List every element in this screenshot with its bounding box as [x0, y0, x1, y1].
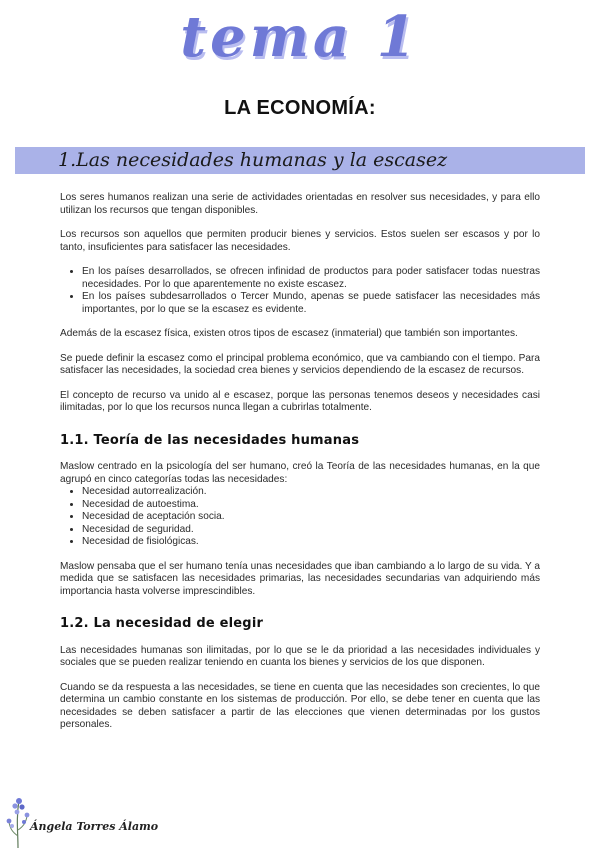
document-body — [60, 192, 540, 744]
list-item: • Necesidad de aceptación socia. — [82, 511, 540, 524]
list-item: • En los países subdesarrollados o Tercer Mundo, apenas se puede satisfacer las necesidades más importantes, por lo que se la escasez es evidente. — [82, 291, 540, 316]
list-item: • Necesidad de autoestima. — [82, 499, 540, 512]
paragraph: Cuando se da respuesta a las necesidades, se tiene en cuenta que las necesidades son crecientes, lo que determina un cambio constante en los sistemas de producción. Por ello, se debe tener en cuenta que las necesidades se deben satisfacer a partir de las elecciones que vienen determinadas por los gustos personales. — [60, 681, 540, 730]
bullet-list — [60, 266, 540, 316]
bullet-list — [60, 486, 540, 549]
page-title: LA ECONOMÍA: — [224, 97, 376, 119]
paragraph: Se puede definir la escasez como el principal problema económico, que va cambiando con el tiempo. Para satisfacer las necesidades, la sociedad crea bienes y servicios dependiendo de la escasez de recursos. — [60, 352, 540, 376]
paragraph: Maslow pensaba que el ser humano tenía unas necesidades que iban cambiando a lo largo de su vida. Y a medida que se satisfacen las necesidades primarias, las necesidades secundarias van adquiriendo más importancia hasta volverse imprescindibles. — [60, 560, 540, 597]
list-item: • Necesidad de seguridad. — [82, 524, 540, 537]
paragraph: El concepto de recurso va unido al e escasez, porque las personas tenemos deseos y necesidades casi ilimitadas, por lo que los recursos nunca llegan a cubrirlas totalmente. — [60, 389, 540, 413]
subsection-title: 1.2. La necesidad de elegir — [60, 616, 264, 631]
paragraph: Los seres humanos realizan una serie de actividades orientadas en resolver sus necesidades, y para ello utilizan los recursos que tengan disponibles. — [60, 192, 540, 216]
author-name: Ángela Torres Álamo — [30, 820, 159, 833]
list-item: • Necesidad autorrealización. — [82, 486, 540, 499]
paragraph: Los recursos son aquellos que permiten producir bienes y servicios. Estos suelen ser escasos y por lo tanto, insuficientes para satisfacer las necesidades. — [60, 229, 540, 253]
list-item: • En los países desarrollados, se ofrecen infinidad de productos para poder satisfacer todas nuestras necesidades. Por lo que aparentemente no existe escasez. — [82, 266, 540, 291]
paragraph: Maslow centrado en la psicología del ser humano, creó la Teoría de las necesidades humanas, en la que agrupó en cinco categorías todas las necesidades: — [60, 461, 540, 485]
list-item: • Necesidad de fisiológicas. — [82, 536, 540, 549]
section-title: 1.Las necesidades humanas y la escasez — [58, 149, 448, 171]
tema-heading: tema 1 — [180, 4, 420, 70]
paragraph: Además de la escasez física, existen otros tipos de escasez (inmaterial) que también son importantes. — [60, 328, 518, 339]
paragraph: Las necesidades humanas son ilimitadas, por lo que se le da prioridad a las necesidades individuales y sociales que se pueden realizar teniendo en cuanta los bienes y servicios de los que disponen. — [60, 644, 540, 668]
subsection-title: 1.1. Teoría de las necesidades humanas — [60, 432, 360, 448]
